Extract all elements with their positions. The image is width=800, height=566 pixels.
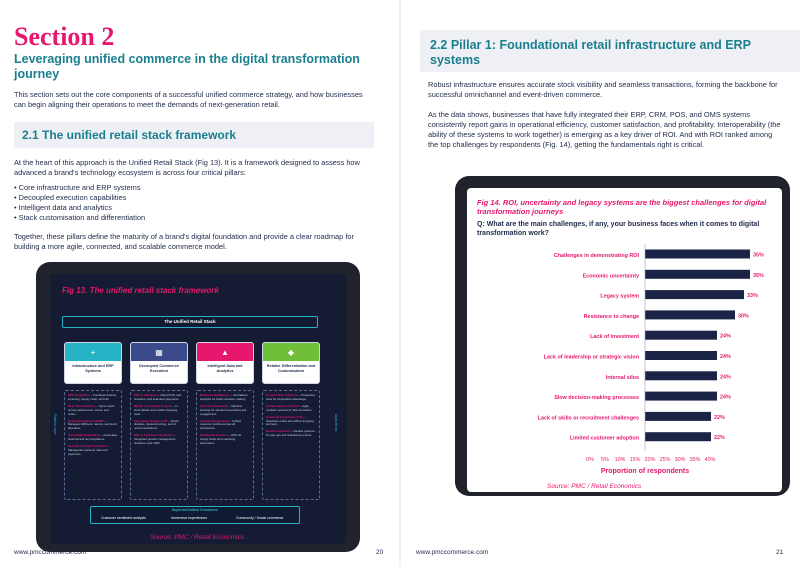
left-footer-url[interactable]: www.pmccommerce.com — [14, 549, 87, 556]
x-tick-label: 40% — [704, 457, 716, 463]
bar — [645, 351, 717, 360]
pillar-label: Retailer Differentiation and Customisation — [266, 364, 316, 373]
bar-value-label: 22% — [714, 435, 725, 442]
bar — [645, 371, 717, 380]
fig13-left-side-label: Platform Layer — [53, 414, 57, 435]
detail-item: Customer Experience (CX) – Seamless online and offline shopping journeys. — [266, 414, 314, 427]
right-page — [400, 0, 800, 566]
category-label: Lack of investment — [590, 334, 639, 341]
bar-value-label: 30% — [738, 313, 749, 320]
subhead-2-1 — [14, 122, 374, 148]
bar — [645, 392, 717, 401]
detail-item: Experience Engine & AP – Smart displays, dynamic pricing, and AI recommendations. — [134, 418, 179, 431]
left-page-number: 20 — [376, 549, 384, 556]
category-label: Lack of leadership or strategic vision — [543, 354, 639, 361]
detail-item: Web & Commerce Platforms – Integrated product management, checkout, and CRM. — [134, 433, 176, 446]
commerce-icon: ▦ — [131, 343, 187, 361]
section-title: Section 2 — [14, 22, 115, 51]
superior-commerce-title: Superior/Unified Commerce — [171, 508, 219, 512]
bullet-item: • Core infrastructure and ERP systems — [14, 183, 145, 193]
bar — [645, 310, 735, 319]
intro-paragraph: This section sets out the core components of a successful unified commerce strategy, and how businesses can begin aligning their operations to meet the demands of next-generation retail. — [14, 90, 363, 109]
pillar-label: Decoupled Commerce Execution — [138, 364, 180, 373]
fig13-right-side-label: Applications — [334, 414, 338, 432]
bar-value-label: 35% — [753, 272, 764, 279]
fig14-title: Fig 14. ROI, uncertainty and legacy systems are the biggest challenges for digital transformation journeys — [477, 198, 767, 216]
detail-item: Real-Time Inventory – Syncs stock across warehouses, stores, and online. — [68, 403, 115, 416]
detail-item: Security & Fraud Prevention – Safeguards customer data and payments. — [68, 444, 110, 456]
fig14-bar-chart — [467, 188, 782, 492]
category-label: Economic uncertainty — [582, 273, 639, 280]
tablet-frame-fig13 — [36, 262, 360, 552]
x-tick-label: 30% — [674, 457, 686, 463]
bar-value-label: 35% — [753, 252, 764, 259]
infrastructure-paragraph: Robust infrastructure ensures accurate stock visibility and seamless transactions, forming the backbone for successful omnichannel and event-driven commerce. — [428, 80, 778, 99]
superior-item: Immersive experiences — [171, 516, 207, 520]
bar-value-label: 22% — [714, 414, 725, 421]
detail-item: Mobile & Customer Devices – In-store tablets and mobile shopping tools. — [134, 403, 179, 416]
fig13-screen — [50, 274, 346, 544]
detail-item: Identity Management – Unified customer profiles across all touchpoints. — [200, 418, 241, 431]
bullet-item: • Intelligent data and analytics — [14, 203, 145, 213]
bar — [645, 432, 711, 441]
bar-value-label: 33% — [747, 293, 758, 300]
section-subtitle: Leveraging unified commerce in the digital transformation journey — [14, 52, 360, 81]
detail-item: Order Management (OMS) – Manages fulfilment, returns, and stock allocation. — [68, 418, 117, 431]
detail-item: Brand Commerce – Flexible systems for pop-ups and limited-time events. — [266, 429, 315, 438]
pillar-details-intelligent-data — [196, 390, 254, 500]
unified-retail-stack-bar: The Unified Retail Stack — [62, 316, 318, 328]
bullet-item: • Stack customisation and differentiation — [14, 213, 145, 223]
detail-item: Automated Compliance – Automates financial and tax compliance. — [68, 433, 118, 442]
bar-value-label: 24% — [720, 354, 731, 360]
category-label: Lack of skills or recruitment challenges — [537, 415, 639, 422]
integration-paragraph: As the data shows, businesses that have fully integrated their ERP, CRM, POS, and OMS systems consistently report gains in operational efficiency, customer satisfaction, and profitability. Interoperability (the ability of these systems to work together) is emerging as a key driver of ROI. And with ROI ranked among the top challenges by respondents (Fig. 14), getting the fundamentals right is critical. — [428, 110, 781, 149]
customisation-icon: ◆ — [263, 343, 319, 361]
pillar-bullet-list — [14, 183, 145, 223]
category-label: Internal silos — [605, 374, 639, 381]
category-label: Slow decision-making processes — [554, 395, 639, 402]
bar-value-label: 24% — [720, 333, 731, 340]
roadmap-paragraph: Together, these pillars define the maturity of a brand's digital foundation and provide a clear roadmap for building a more agile, connected, and scalable commerce model. — [14, 232, 354, 251]
framework-paragraph: At the heart of this approach is the Unified Retail Stack (Fig 13). It is a framework designed to assess how advanced a brand's technology ecosystem is across four critical pillars: — [14, 158, 360, 177]
detail-item: Business Intelligence – Centralised analytics for better decision-making. — [200, 393, 248, 401]
bullet-item: • Decoupled execution capabilities — [14, 193, 145, 203]
fig13-title: Fig 13. The unified retail stack framework — [62, 286, 219, 295]
analytics-icon: ▲ — [197, 343, 253, 361]
x-tick-label: 25% — [659, 457, 671, 463]
fig13-source: Source: PMC / Retail Economics — [150, 534, 245, 541]
bar — [645, 331, 717, 340]
bar — [645, 250, 750, 259]
bar — [645, 290, 744, 299]
pillar1-title: 2.2 Pillar 1: Foundational retail infrastructure and ERP systems — [430, 38, 751, 67]
infrastructure-icon: + — [65, 343, 121, 361]
bar-value-label: 24% — [720, 394, 731, 401]
pillar-card-infrastructure — [64, 342, 122, 384]
superior-commerce-bar — [90, 506, 300, 524]
x-tick-label: 10% — [614, 457, 626, 463]
x-tick-label: 35% — [689, 457, 701, 463]
x-tick-label: 5% — [601, 457, 609, 463]
pillar-label: Intelligent Data and Analytics — [207, 364, 243, 373]
pillar-details-differentiation — [262, 390, 320, 500]
superior-item: Community / Social commerce — [236, 516, 284, 520]
x-tick-label: 0% — [586, 457, 594, 463]
category-label: Resistance to change — [583, 313, 639, 320]
pillar-label: Infrastructure and ERP Systems — [72, 364, 114, 373]
category-label: Challenges in demonstrating ROI — [553, 253, 639, 259]
superior-item: Customer sentiment analysis — [101, 516, 146, 520]
pillar-card-decoupled — [130, 342, 188, 384]
detail-item: Composable Commerce – Agile, modular systems for fast innovation. — [266, 403, 313, 412]
fig14-question: Q: What are the main challenges, if any, your business faces when it comes to digital transformation work? — [477, 221, 760, 237]
right-footer-url[interactable]: www.pmccommerce.com — [416, 549, 489, 556]
subhead-2-1-label: 2.1 The unified retail stack framework — [22, 128, 237, 142]
category-label: Legacy system — [600, 293, 639, 300]
category-label: Limited customer adoption — [569, 435, 639, 442]
pillar-details-decoupled — [130, 390, 188, 500]
fig14-screen — [467, 188, 782, 492]
detail-item: Distributed Services – APIs for supply chain and marketing automation. — [200, 433, 242, 446]
right-page-number: 21 — [776, 549, 784, 556]
bar — [645, 270, 750, 279]
x-tick-label: 15% — [629, 457, 641, 463]
pillar-card-intelligent-data — [196, 342, 254, 384]
pillar-details-infrastructure — [64, 390, 122, 500]
detail-item: AI & Personalisation – Machine learning for demand forecasting and engagement. — [200, 403, 247, 416]
detail-item: Custom Tech Solutions – Proprietary tools for competitive advantage. — [266, 393, 316, 401]
bar-value-label: 24% — [720, 374, 731, 381]
fig14-source: Source: PMC / Retail Economics — [547, 483, 642, 490]
detail-item: ERP Integration – Combines finance, inventory, supply chain, and HR. — [68, 393, 117, 401]
pillar-card-differentiation — [262, 342, 320, 384]
x-tick-label: 20% — [644, 457, 656, 463]
bar — [645, 412, 711, 421]
x-axis-label: Proportion of respondents — [600, 468, 690, 475]
tablet-frame-fig14 — [455, 176, 790, 496]
detail-item: POS & Checkout – Cloud POS, self-checkout, and seamless payments. — [134, 393, 182, 401]
